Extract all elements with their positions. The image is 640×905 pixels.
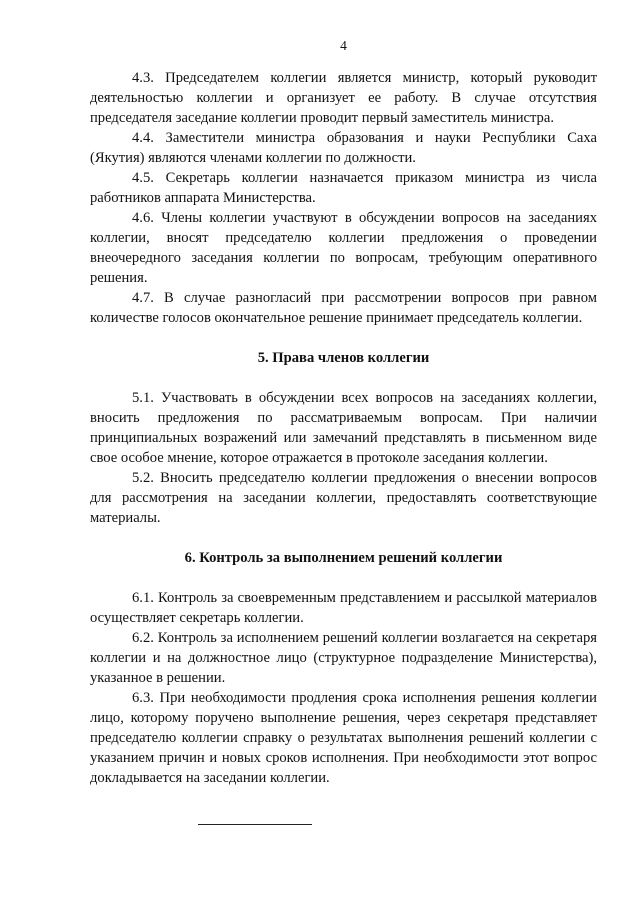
paragraph-6-3: 6.3. При необходимости продления срока исполнения решения коллегии лицо, которому поручено выполнение решения, через секретаря представляет председателю коллегии справку о результатах выполнения решений коллегии с указанием причин и новых сроков исполнения. При необходимости этот вопрос докладывается на заседании коллегии. — [90, 690, 597, 786]
paragraph-6-1: 6.1. Контроль за своевременным представлением и рассылкой материалов осуществляет секретарь коллегии. — [90, 590, 597, 626]
paragraph-4-6: 4.6. Члены коллегии участвуют в обсуждении вопросов на заседаниях коллегии, вносят председателю коллегии предложения о проведении внеочередного заседания коллегии по вопросам, требующим оперативного решения. — [90, 210, 597, 286]
section-5-heading: 5. Права членов коллегии — [257, 350, 430, 366]
section-4 — [90, 68, 597, 328]
section-5 — [90, 348, 597, 528]
document-body — [90, 68, 597, 788]
paragraph-5-2: 5.2. Вносить председателю коллегии предложения о внесении вопросов для рассмотрения на заседании коллегии, предоставлять соответствующие материалы. — [90, 470, 597, 526]
paragraph-4-4: 4.4. Заместители министра образования и науки Республики Саха (Якутия) являются членами коллегии по должности. — [90, 130, 597, 166]
page-number: 4 — [340, 38, 347, 53]
paragraph-4-5: 4.5. Секретарь коллегии назначается приказом министра из числа работников аппарата Министерства. — [90, 170, 597, 206]
paragraph-4-3: 4.3. Председателем коллегии является министр, который руководит деятельностью коллегии и организует ее работу. В случае отсутствия председателя заседание коллегии проводит первый заместитель министра. — [90, 70, 597, 126]
section-6-heading: 6. Контроль за выполнением решений коллегии — [184, 550, 503, 566]
paragraph-4-7: 4.7. В случае разногласий при рассмотрении вопросов при равном количестве голосов окончательное решение принимает председатель коллегии. — [90, 290, 597, 326]
paragraph-5-1: 5.1. Участвовать в обсуждении всех вопросов на заседаниях коллегии, вносить предложения по рассматриваемым вопросам. При наличии принципиальных возражений или замечаний представлять в письменном виде свое особое мнение, которое отражается в протоколе заседания коллегии. — [90, 390, 597, 466]
paragraph-6-2: 6.2. Контроль за исполнением решений коллегии возлагается на секретаря коллегии и на должностное лицо (структурное подразделение Министерства), указанное в решении. — [90, 630, 597, 686]
closing-divider — [198, 824, 312, 825]
section-6 — [90, 548, 597, 788]
